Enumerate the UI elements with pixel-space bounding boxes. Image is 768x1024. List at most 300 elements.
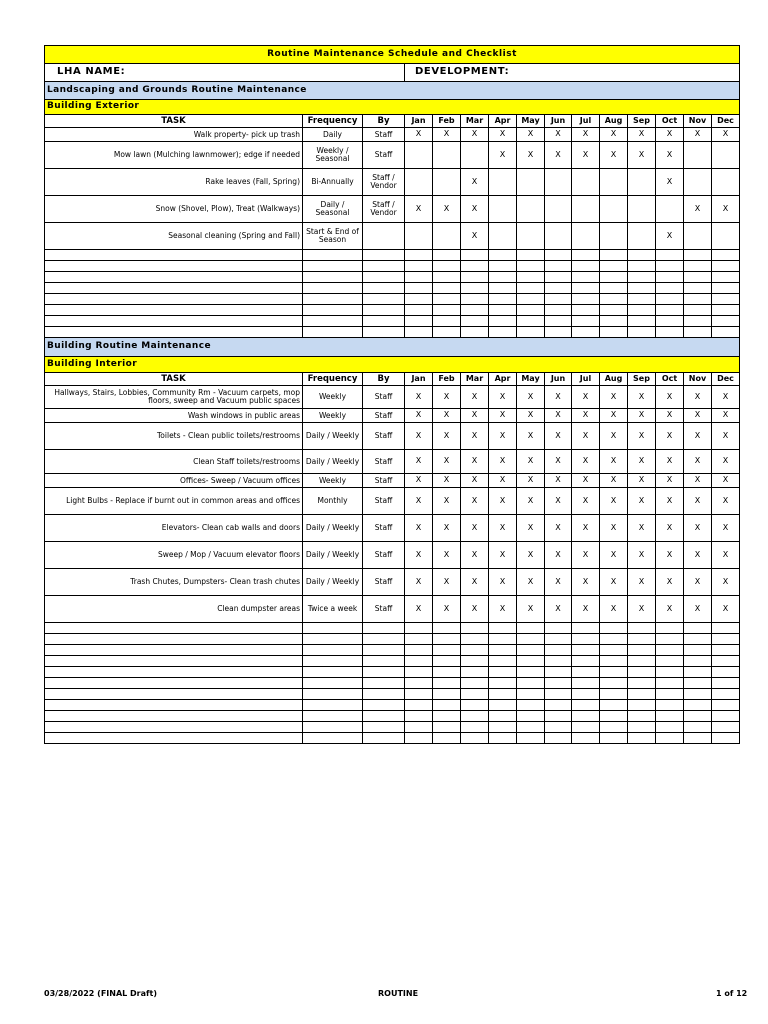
blank-cell[interactable] <box>45 667 303 678</box>
month-check-cell[interactable]: X <box>712 386 740 409</box>
month-check-cell[interactable]: X <box>433 423 461 450</box>
month-check-cell[interactable] <box>405 142 433 169</box>
blank-cell[interactable] <box>433 667 461 678</box>
month-check-cell[interactable]: X <box>628 596 656 623</box>
blank-cell[interactable] <box>712 722 740 733</box>
month-check-cell[interactable]: X <box>656 386 684 409</box>
month-check-cell[interactable]: X <box>600 409 628 423</box>
blank-cell[interactable] <box>363 623 405 634</box>
blank-cell[interactable] <box>600 634 628 645</box>
blank-cell[interactable] <box>489 250 517 261</box>
month-check-cell[interactable]: X <box>489 474 517 488</box>
blank-cell[interactable] <box>656 305 684 316</box>
blank-cell[interactable] <box>461 294 489 305</box>
blank-cell[interactable] <box>433 316 461 327</box>
blank-cell[interactable] <box>517 283 545 294</box>
blank-cell[interactable] <box>303 305 363 316</box>
blank-cell[interactable] <box>461 250 489 261</box>
month-check-cell[interactable]: X <box>572 450 600 474</box>
blank-cell[interactable] <box>600 327 628 338</box>
month-check-cell[interactable]: X <box>712 569 740 596</box>
blank-cell[interactable] <box>600 656 628 667</box>
month-check-cell[interactable]: X <box>656 450 684 474</box>
month-check-cell[interactable]: X <box>461 515 489 542</box>
blank-cell[interactable] <box>572 656 600 667</box>
month-check-cell[interactable]: X <box>489 596 517 623</box>
month-check-cell[interactable] <box>405 223 433 250</box>
month-check-cell[interactable]: X <box>405 596 433 623</box>
blank-cell[interactable] <box>712 689 740 700</box>
blank-cell[interactable] <box>489 667 517 678</box>
month-check-cell[interactable]: X <box>461 196 489 223</box>
blank-cell[interactable] <box>517 261 545 272</box>
month-check-cell[interactable] <box>517 169 545 196</box>
month-check-cell[interactable]: X <box>712 409 740 423</box>
month-check-cell[interactable]: X <box>433 409 461 423</box>
month-check-cell[interactable]: X <box>712 488 740 515</box>
blank-cell[interactable] <box>45 250 303 261</box>
blank-cell[interactable] <box>433 261 461 272</box>
month-check-cell[interactable]: X <box>656 569 684 596</box>
month-check-cell[interactable] <box>489 169 517 196</box>
blank-cell[interactable] <box>461 722 489 733</box>
blank-cell[interactable] <box>461 700 489 711</box>
month-check-cell[interactable] <box>545 169 572 196</box>
month-check-cell[interactable]: X <box>628 542 656 569</box>
month-check-cell[interactable]: X <box>600 474 628 488</box>
blank-cell[interactable] <box>628 272 656 283</box>
month-check-cell[interactable]: X <box>545 542 572 569</box>
blank-cell[interactable] <box>363 261 405 272</box>
month-check-cell[interactable] <box>712 223 740 250</box>
blank-cell[interactable] <box>303 272 363 283</box>
blank-cell[interactable] <box>45 700 303 711</box>
month-check-cell[interactable]: X <box>628 450 656 474</box>
blank-cell[interactable] <box>303 294 363 305</box>
month-check-cell[interactable]: X <box>433 569 461 596</box>
month-check-cell[interactable]: X <box>545 386 572 409</box>
blank-cell[interactable] <box>405 316 433 327</box>
blank-cell[interactable] <box>684 272 712 283</box>
month-check-cell[interactable] <box>600 196 628 223</box>
blank-cell[interactable] <box>363 294 405 305</box>
blank-cell[interactable] <box>517 689 545 700</box>
blank-cell[interactable] <box>433 733 461 744</box>
blank-cell[interactable] <box>363 272 405 283</box>
blank-cell[interactable] <box>363 250 405 261</box>
month-check-cell[interactable] <box>684 223 712 250</box>
blank-cell[interactable] <box>489 283 517 294</box>
month-check-cell[interactable]: X <box>684 474 712 488</box>
month-check-cell[interactable]: X <box>517 128 545 142</box>
blank-cell[interactable] <box>572 667 600 678</box>
month-check-cell[interactable]: X <box>461 474 489 488</box>
month-check-cell[interactable]: X <box>628 488 656 515</box>
month-check-cell[interactable]: X <box>517 409 545 423</box>
blank-cell[interactable] <box>712 261 740 272</box>
month-check-cell[interactable]: X <box>628 569 656 596</box>
blank-cell[interactable] <box>303 678 363 689</box>
month-check-cell[interactable]: X <box>461 386 489 409</box>
blank-cell[interactable] <box>489 272 517 283</box>
blank-cell[interactable] <box>517 272 545 283</box>
month-check-cell[interactable]: X <box>545 488 572 515</box>
blank-cell[interactable] <box>684 656 712 667</box>
blank-cell[interactable] <box>433 678 461 689</box>
blank-cell[interactable] <box>545 316 572 327</box>
month-check-cell[interactable]: X <box>628 142 656 169</box>
blank-cell[interactable] <box>712 250 740 261</box>
month-check-cell[interactable] <box>433 223 461 250</box>
month-check-cell[interactable]: X <box>628 386 656 409</box>
blank-cell[interactable] <box>656 678 684 689</box>
month-check-cell[interactable]: X <box>433 196 461 223</box>
blank-cell[interactable] <box>461 689 489 700</box>
month-check-cell[interactable]: X <box>461 409 489 423</box>
blank-cell[interactable] <box>405 700 433 711</box>
month-check-cell[interactable]: X <box>433 128 461 142</box>
blank-cell[interactable] <box>600 645 628 656</box>
blank-cell[interactable] <box>600 733 628 744</box>
blank-cell[interactable] <box>45 678 303 689</box>
blank-cell[interactable] <box>363 733 405 744</box>
blank-cell[interactable] <box>656 294 684 305</box>
month-check-cell[interactable]: X <box>461 542 489 569</box>
month-check-cell[interactable]: X <box>461 423 489 450</box>
blank-cell[interactable] <box>405 305 433 316</box>
month-check-cell[interactable]: X <box>600 142 628 169</box>
blank-cell[interactable] <box>572 316 600 327</box>
month-check-cell[interactable]: X <box>712 128 740 142</box>
blank-cell[interactable] <box>433 294 461 305</box>
month-check-cell[interactable]: X <box>405 128 433 142</box>
month-check-cell[interactable]: X <box>712 196 740 223</box>
blank-cell[interactable] <box>572 294 600 305</box>
blank-cell[interactable] <box>461 678 489 689</box>
month-check-cell[interactable] <box>433 142 461 169</box>
blank-cell[interactable] <box>712 327 740 338</box>
blank-cell[interactable] <box>303 667 363 678</box>
blank-cell[interactable] <box>363 722 405 733</box>
blank-cell[interactable] <box>433 700 461 711</box>
month-check-cell[interactable] <box>489 223 517 250</box>
month-check-cell[interactable]: X <box>684 569 712 596</box>
month-check-cell[interactable]: X <box>656 474 684 488</box>
blank-cell[interactable] <box>545 645 572 656</box>
blank-cell[interactable] <box>656 261 684 272</box>
blank-cell[interactable] <box>405 283 433 294</box>
month-check-cell[interactable]: X <box>433 488 461 515</box>
blank-cell[interactable] <box>545 711 572 722</box>
month-check-cell[interactable]: X <box>405 515 433 542</box>
blank-cell[interactable] <box>461 667 489 678</box>
blank-cell[interactable] <box>461 327 489 338</box>
blank-cell[interactable] <box>712 272 740 283</box>
blank-cell[interactable] <box>712 316 740 327</box>
blank-cell[interactable] <box>656 711 684 722</box>
month-check-cell[interactable]: X <box>433 450 461 474</box>
blank-cell[interactable] <box>489 634 517 645</box>
month-check-cell[interactable]: X <box>600 569 628 596</box>
blank-cell[interactable] <box>684 283 712 294</box>
blank-cell[interactable] <box>684 327 712 338</box>
blank-cell[interactable] <box>45 305 303 316</box>
month-check-cell[interactable] <box>600 223 628 250</box>
blank-cell[interactable] <box>656 316 684 327</box>
blank-cell[interactable] <box>600 283 628 294</box>
blank-cell[interactable] <box>489 722 517 733</box>
blank-cell[interactable] <box>600 316 628 327</box>
blank-cell[interactable] <box>489 261 517 272</box>
blank-cell[interactable] <box>545 733 572 744</box>
blank-cell[interactable] <box>684 722 712 733</box>
month-check-cell[interactable]: X <box>461 128 489 142</box>
blank-cell[interactable] <box>712 711 740 722</box>
blank-cell[interactable] <box>628 722 656 733</box>
blank-cell[interactable] <box>684 689 712 700</box>
blank-cell[interactable] <box>45 645 303 656</box>
blank-cell[interactable] <box>628 316 656 327</box>
month-check-cell[interactable]: X <box>684 488 712 515</box>
month-check-cell[interactable]: X <box>684 128 712 142</box>
month-check-cell[interactable]: X <box>656 169 684 196</box>
blank-cell[interactable] <box>45 623 303 634</box>
month-check-cell[interactable]: X <box>600 128 628 142</box>
month-check-cell[interactable]: X <box>545 450 572 474</box>
month-check-cell[interactable]: X <box>572 409 600 423</box>
month-check-cell[interactable]: X <box>461 569 489 596</box>
blank-cell[interactable] <box>628 261 656 272</box>
blank-cell[interactable] <box>489 733 517 744</box>
blank-cell[interactable] <box>600 272 628 283</box>
blank-cell[interactable] <box>489 656 517 667</box>
blank-cell[interactable] <box>656 733 684 744</box>
month-check-cell[interactable]: X <box>572 386 600 409</box>
blank-cell[interactable] <box>684 623 712 634</box>
blank-cell[interactable] <box>517 678 545 689</box>
blank-cell[interactable] <box>684 645 712 656</box>
blank-cell[interactable] <box>572 272 600 283</box>
blank-cell[interactable] <box>461 634 489 645</box>
blank-cell[interactable] <box>45 733 303 744</box>
blank-cell[interactable] <box>363 689 405 700</box>
blank-cell[interactable] <box>303 261 363 272</box>
blank-cell[interactable] <box>545 261 572 272</box>
blank-cell[interactable] <box>405 689 433 700</box>
month-check-cell[interactable]: X <box>600 386 628 409</box>
blank-cell[interactable] <box>600 305 628 316</box>
blank-cell[interactable] <box>656 645 684 656</box>
blank-cell[interactable] <box>303 700 363 711</box>
month-check-cell[interactable]: X <box>489 569 517 596</box>
month-check-cell[interactable]: X <box>517 515 545 542</box>
month-check-cell[interactable]: X <box>545 596 572 623</box>
blank-cell[interactable] <box>45 656 303 667</box>
month-check-cell[interactable]: X <box>628 474 656 488</box>
blank-cell[interactable] <box>405 250 433 261</box>
month-check-cell[interactable]: X <box>461 223 489 250</box>
month-check-cell[interactable]: X <box>572 474 600 488</box>
month-check-cell[interactable]: X <box>600 596 628 623</box>
month-check-cell[interactable]: X <box>684 542 712 569</box>
month-check-cell[interactable]: X <box>656 515 684 542</box>
blank-cell[interactable] <box>45 283 303 294</box>
blank-cell[interactable] <box>628 678 656 689</box>
blank-cell[interactable] <box>45 261 303 272</box>
blank-cell[interactable] <box>461 733 489 744</box>
month-check-cell[interactable]: X <box>572 423 600 450</box>
blank-cell[interactable] <box>712 645 740 656</box>
month-check-cell[interactable]: X <box>517 596 545 623</box>
month-check-cell[interactable]: X <box>545 128 572 142</box>
blank-cell[interactable] <box>517 250 545 261</box>
blank-cell[interactable] <box>628 689 656 700</box>
month-check-cell[interactable] <box>572 169 600 196</box>
month-check-cell[interactable]: X <box>405 409 433 423</box>
blank-cell[interactable] <box>517 667 545 678</box>
month-check-cell[interactable]: X <box>572 128 600 142</box>
blank-cell[interactable] <box>628 283 656 294</box>
blank-cell[interactable] <box>489 678 517 689</box>
blank-cell[interactable] <box>545 700 572 711</box>
blank-cell[interactable] <box>363 678 405 689</box>
blank-cell[interactable] <box>572 711 600 722</box>
blank-cell[interactable] <box>517 700 545 711</box>
blank-cell[interactable] <box>461 711 489 722</box>
blank-cell[interactable] <box>628 645 656 656</box>
blank-cell[interactable] <box>303 689 363 700</box>
blank-cell[interactable] <box>628 667 656 678</box>
month-check-cell[interactable] <box>545 196 572 223</box>
month-check-cell[interactable] <box>656 196 684 223</box>
month-check-cell[interactable]: X <box>489 515 517 542</box>
blank-cell[interactable] <box>600 722 628 733</box>
blank-cell[interactable] <box>433 623 461 634</box>
blank-cell[interactable] <box>572 634 600 645</box>
blank-cell[interactable] <box>656 689 684 700</box>
month-check-cell[interactable] <box>405 169 433 196</box>
blank-cell[interactable] <box>628 305 656 316</box>
blank-cell[interactable] <box>545 272 572 283</box>
blank-cell[interactable] <box>712 294 740 305</box>
month-check-cell[interactable] <box>489 196 517 223</box>
blank-cell[interactable] <box>545 294 572 305</box>
blank-cell[interactable] <box>628 623 656 634</box>
month-check-cell[interactable]: X <box>572 542 600 569</box>
blank-cell[interactable] <box>433 283 461 294</box>
blank-cell[interactable] <box>628 294 656 305</box>
blank-cell[interactable] <box>712 678 740 689</box>
blank-cell[interactable] <box>656 283 684 294</box>
blank-cell[interactable] <box>572 327 600 338</box>
blank-cell[interactable] <box>684 733 712 744</box>
month-check-cell[interactable]: X <box>545 423 572 450</box>
month-check-cell[interactable]: X <box>461 450 489 474</box>
month-check-cell[interactable]: X <box>433 596 461 623</box>
blank-cell[interactable] <box>600 250 628 261</box>
blank-cell[interactable] <box>433 645 461 656</box>
month-check-cell[interactable]: X <box>405 196 433 223</box>
month-check-cell[interactable]: X <box>684 423 712 450</box>
month-check-cell[interactable]: X <box>628 515 656 542</box>
month-check-cell[interactable] <box>545 223 572 250</box>
month-check-cell[interactable]: X <box>489 386 517 409</box>
month-check-cell[interactable]: X <box>405 569 433 596</box>
blank-cell[interactable] <box>405 327 433 338</box>
month-check-cell[interactable]: X <box>461 488 489 515</box>
month-check-cell[interactable]: X <box>656 223 684 250</box>
month-check-cell[interactable]: X <box>433 542 461 569</box>
blank-cell[interactable] <box>684 294 712 305</box>
blank-cell[interactable] <box>517 645 545 656</box>
month-check-cell[interactable]: X <box>628 128 656 142</box>
blank-cell[interactable] <box>545 667 572 678</box>
blank-cell[interactable] <box>405 272 433 283</box>
month-check-cell[interactable]: X <box>517 474 545 488</box>
month-check-cell[interactable] <box>517 223 545 250</box>
blank-cell[interactable] <box>303 656 363 667</box>
blank-cell[interactable] <box>433 327 461 338</box>
blank-cell[interactable] <box>712 305 740 316</box>
blank-cell[interactable] <box>545 689 572 700</box>
month-check-cell[interactable]: X <box>572 596 600 623</box>
month-check-cell[interactable]: X <box>600 450 628 474</box>
blank-cell[interactable] <box>303 623 363 634</box>
blank-cell[interactable] <box>628 327 656 338</box>
month-check-cell[interactable] <box>433 169 461 196</box>
blank-cell[interactable] <box>572 733 600 744</box>
blank-cell[interactable] <box>517 733 545 744</box>
month-check-cell[interactable]: X <box>517 142 545 169</box>
blank-cell[interactable] <box>45 689 303 700</box>
blank-cell[interactable] <box>433 305 461 316</box>
month-check-cell[interactable]: X <box>517 542 545 569</box>
month-check-cell[interactable] <box>572 196 600 223</box>
blank-cell[interactable] <box>600 678 628 689</box>
month-check-cell[interactable]: X <box>684 450 712 474</box>
month-check-cell[interactable]: X <box>489 423 517 450</box>
blank-cell[interactable] <box>572 689 600 700</box>
blank-cell[interactable] <box>517 316 545 327</box>
month-check-cell[interactable]: X <box>712 596 740 623</box>
blank-cell[interactable] <box>517 623 545 634</box>
month-check-cell[interactable]: X <box>489 488 517 515</box>
blank-cell[interactable] <box>303 634 363 645</box>
month-check-cell[interactable] <box>517 196 545 223</box>
blank-cell[interactable] <box>461 305 489 316</box>
month-check-cell[interactable]: X <box>517 423 545 450</box>
month-check-cell[interactable]: X <box>517 569 545 596</box>
blank-cell[interactable] <box>628 656 656 667</box>
blank-cell[interactable] <box>628 700 656 711</box>
blank-cell[interactable] <box>489 711 517 722</box>
blank-cell[interactable] <box>712 667 740 678</box>
blank-cell[interactable] <box>303 722 363 733</box>
blank-cell[interactable] <box>517 711 545 722</box>
blank-cell[interactable] <box>572 645 600 656</box>
month-check-cell[interactable]: X <box>433 515 461 542</box>
blank-cell[interactable] <box>628 733 656 744</box>
blank-cell[interactable] <box>433 272 461 283</box>
blank-cell[interactable] <box>545 327 572 338</box>
month-check-cell[interactable]: X <box>684 515 712 542</box>
month-check-cell[interactable]: X <box>572 488 600 515</box>
month-check-cell[interactable]: X <box>489 409 517 423</box>
blank-cell[interactable] <box>405 294 433 305</box>
month-check-cell[interactable] <box>600 169 628 196</box>
blank-cell[interactable] <box>572 261 600 272</box>
month-check-cell[interactable]: X <box>572 515 600 542</box>
